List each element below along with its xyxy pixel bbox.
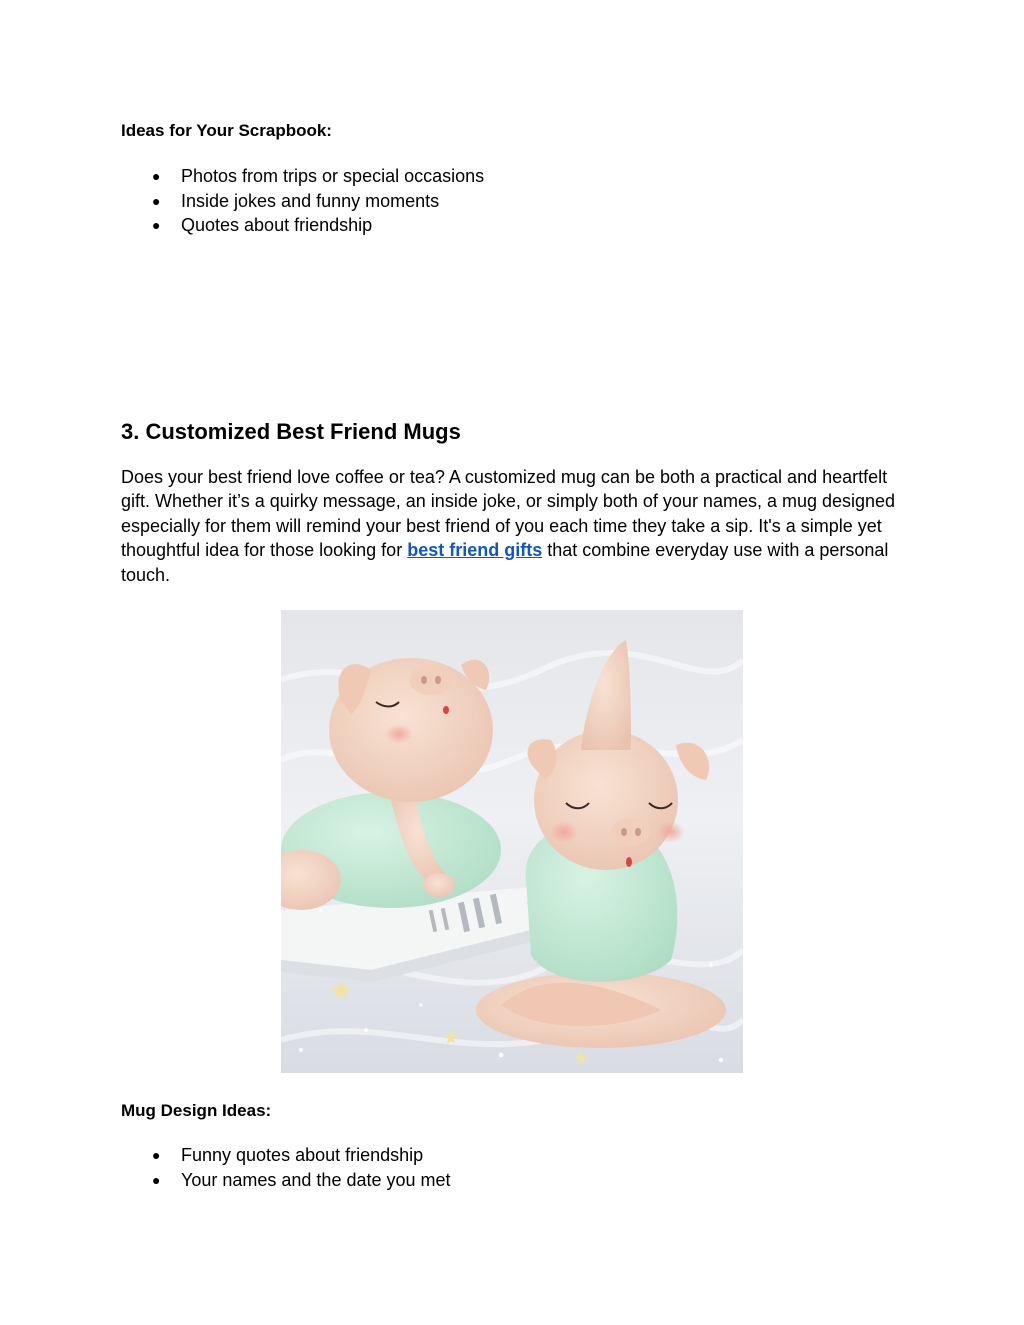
list-item: ● Photos from trips or special occasions	[121, 164, 484, 189]
best-friend-gifts-link[interactable]: best friend gifts	[407, 540, 543, 561]
list-item: ● Quotes about friendship	[121, 213, 484, 238]
section-paragraph: Does your best friend love coffee or tea? A customized mug can be both a practical and heartfelt gift. Whether it’s a quirky message, an inside joke, or simply both of your names, a mug designed especially for them will remind your best friend of you each time they take a sip. It's a simple yet thoughtful idea for those looking for best friend gifts that combine everyday use with a personal touch.	[121, 467, 896, 585]
bullet-icon: ●	[152, 192, 161, 209]
list-item: ● Your names and the date you met	[121, 1168, 451, 1193]
list-item: ● Inside jokes and funny moments	[121, 189, 484, 214]
bullet-icon: ●	[152, 1171, 161, 1188]
scrapbook-ideas-list	[121, 164, 484, 238]
bullet-icon: ●	[152, 168, 161, 184]
scrapbook-ideas-heading: Ideas for Your Scrapbook:	[121, 121, 332, 140]
mug-design-ideas-heading: Mug Design Ideas:	[121, 1101, 272, 1120]
pig-figurines-photo	[281, 610, 743, 1073]
section-title: 3. Customized Best Friend Mugs	[121, 419, 461, 444]
bullet-icon: ●	[152, 1147, 161, 1163]
bullet-icon: ●	[152, 217, 161, 233]
list-item: ● Funny quotes about friendship	[121, 1143, 451, 1168]
mug-design-ideas-list	[121, 1143, 451, 1192]
